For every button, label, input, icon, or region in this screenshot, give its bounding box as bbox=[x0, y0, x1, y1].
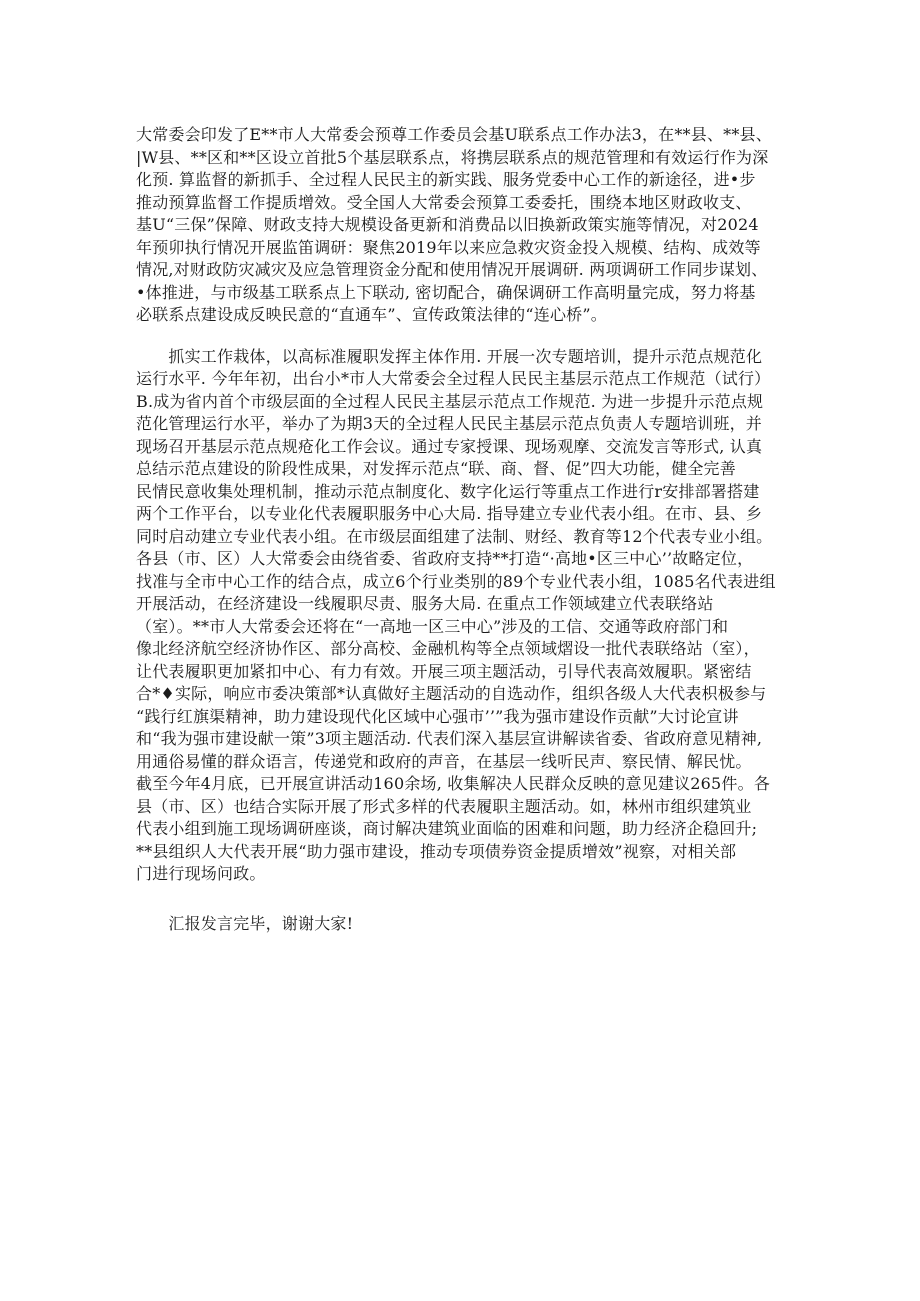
text-line: 用通俗易懂的群众语言，传递党和政府的声音，在基层一线听民声、察民情、解民忧。 bbox=[136, 751, 752, 771]
text-line: 截至今年4月底，已开展宣讲活动160余场, 收集解决人民群众反映的意见建议265件。各 bbox=[136, 774, 771, 793]
text-line: （室）。**市人大常委会还将在“一高地一区三中心”涉及的工信、交通等政府部门和 bbox=[136, 616, 729, 636]
text-line: 开展活动，在经济建设一线履职尽责、服务大局. 在重点工作领域建立代表联络站 bbox=[136, 594, 714, 613]
text-line: 找准与全市中心工作的结合点，成立6个行业类别的89个专业代表小组，1085名代表进组 bbox=[136, 571, 776, 591]
text-line: |W县、**区和**区设立首批5个基层联系点，将携层联系点的规范管理和有效运行作为深 bbox=[136, 147, 769, 167]
paragraph-spacer bbox=[136, 327, 796, 346]
text-line: 和“我为强市建设献一策”3项主题活动. 代表们深入基层宣讲解读省委、省政府意见精神, bbox=[136, 729, 763, 748]
text-line: 民情民意收集处理机制，推动示范点制度化、数字化运行等重点工作进行r安排部署搭建 bbox=[136, 481, 760, 501]
text-line: 年预卯执行情况开展监笛调研：聚焦2019年以来应急救灾资金投入规模、结构、成效等 bbox=[136, 237, 761, 257]
text-line: •体推进，与市级基工联系点上下联动, 密切配合，确保调研工作高明量完成，努力将基 bbox=[136, 282, 756, 302]
text-line: 必联系点建设成反映民意的“直通车”、宣传政策法律的“连心桥”。 bbox=[136, 305, 607, 324]
paragraph-work-carrier bbox=[136, 346, 796, 886]
text-line: 情况,对财政防灾减灾及应急管理资金分配和使用情况开展调研. 两项调研工作同步谋划、 bbox=[136, 260, 768, 279]
text-line: **县组织人大代表开展“助力强市建设，推动专项债券资金提质增效”视察，对相关部 bbox=[136, 841, 737, 861]
text-line: “践行红旗渠精神，助力建设现代化区域中心强市’’”我为强市建设作贡献”大讨论宣讲 bbox=[136, 706, 739, 726]
text-line: 同时启动建立专业代表小组。在市级层面组建了法制、财经、教育等12个代表专业小组。 bbox=[136, 526, 773, 546]
text-line: B.成为省内首个市级层面的全过程人民民主基层示范点工作规范. 为进一步提升示范点规 bbox=[136, 391, 764, 411]
closing-remark: 汇报发言完毕，谢谢大家! bbox=[136, 913, 354, 933]
document-body bbox=[136, 124, 796, 935]
text-line: 抓实工作栽体，以高标准履职发挥主体作用. 开展一次专题培训，提升示范点规范化 bbox=[136, 346, 763, 366]
text-line: 让代表履职更加紧扣中心、有力有效。开展三项主题活动，引导代表高效履职。紧密结 bbox=[136, 661, 752, 681]
text-line: 范化管理运行水平，举办了为期3天的全过程人民民主基层示范点负责人专题培训班，并 bbox=[136, 414, 762, 433]
text-line: 县（市、区）也结合实际开展了形式多样的代表履职主题活动。如，林州市组织建筑业 bbox=[136, 796, 752, 816]
text-line: 两个工作平台，以专业化代表履职服务中心大局. 指导建立专业代表小组。在市、县、乡 bbox=[136, 504, 763, 523]
text-line: 运行水平. 今年年初，出台小*市人大常委会全过程人民民主基层示范点工作规范（试行） bbox=[136, 369, 771, 388]
text-line: 推动预算监督工作提质增效。受全国人大常委会预算工委委托，围绕本地区财政收支、 bbox=[136, 192, 752, 212]
text-line: 代表小组到施工现场调研座谈，商讨解决建筑业面临的困难和问题，助力经济企稳回升; bbox=[136, 819, 758, 838]
text-line: 大常委会印发了E**市人大常委会预尊工作委员会基U联系点工作办法3，在**县、**县、 bbox=[136, 125, 772, 144]
text-line: 基U“三保”保障、财政支持大规模设备更新和消费品以旧换新政策实施等情况，对2024 bbox=[136, 215, 759, 234]
text-line: 门进行现场问政。 bbox=[136, 864, 266, 883]
paragraph-spacer bbox=[136, 886, 796, 913]
text-line: 像北经济航空经济协作区、部分高校、金融机构等全点领域熠设一批代表联络站（室）， bbox=[136, 639, 760, 658]
paragraph-budget-oversight bbox=[136, 124, 796, 327]
text-line: 合*♦实际，响应市委决策部*认真做好主题活动的自选动作，组织各级人大代表枳极参与 bbox=[136, 684, 767, 703]
text-line: 各县（市、区）人大常委会由绕省委、省政府支持**打造“·高地•区三中心’’故略定位， bbox=[136, 549, 754, 568]
text-line: 总结示范点建设的阶段性成果，对发挥示范点“联、商、督、促”四大功能，健全完善 bbox=[136, 459, 736, 478]
text-line: 现场召开基层示范点规疮化工作会议。通过专家授课、现场观摩、交流发言等形式, 认真 bbox=[136, 436, 763, 456]
paragraph-closing bbox=[136, 913, 796, 936]
text-line: 化预. 算监督的新抓手、全过程人民民主的新实践、服务党委中心工作的新途径，进•步 bbox=[136, 170, 756, 189]
